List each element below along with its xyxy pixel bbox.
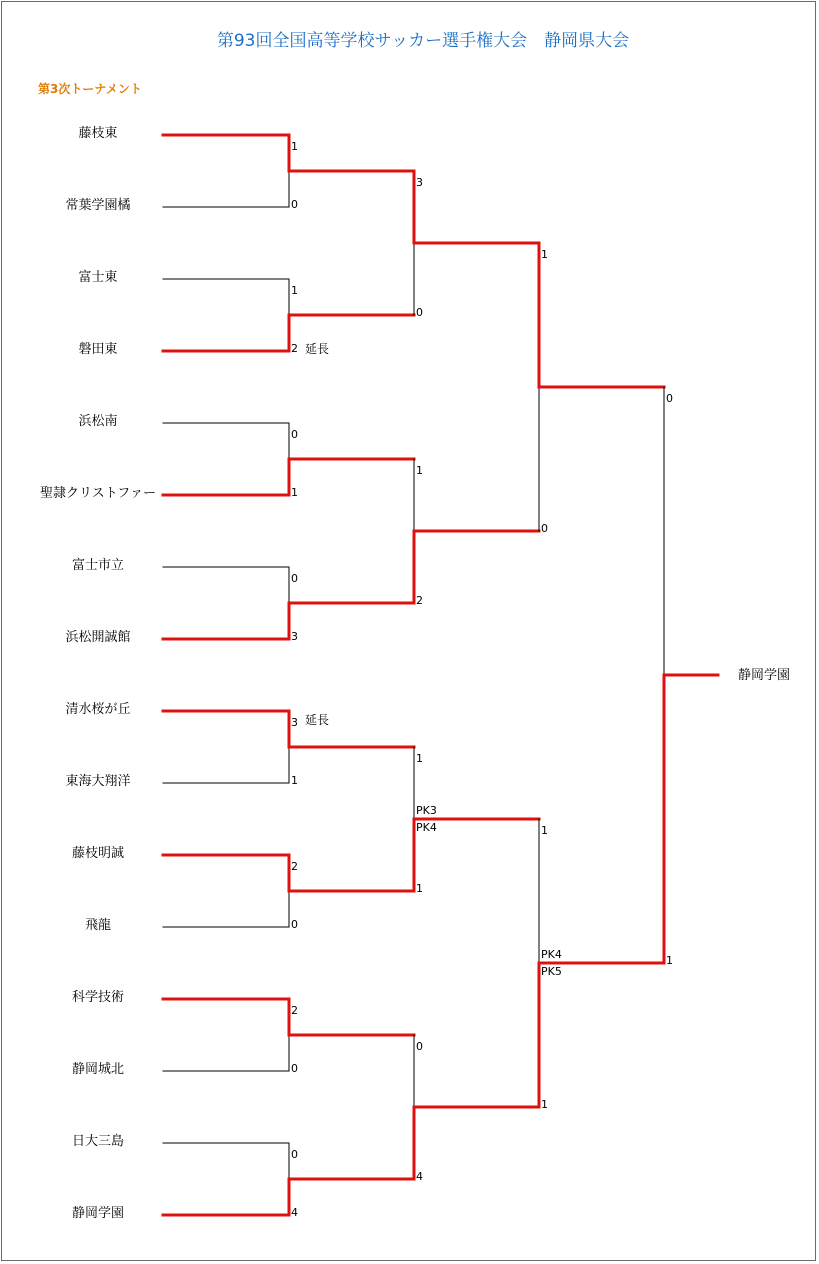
team-name: 聖隷クリストファー <box>39 486 157 501</box>
team-name: 藤枝明誠 <box>71 846 124 861</box>
team-name: 常葉学園橘 <box>65 198 131 213</box>
score-label: 1 <box>416 464 423 477</box>
score-label: 0 <box>291 428 298 441</box>
score-label: 0 <box>291 1062 298 1075</box>
pk-score-label: PK4 <box>541 948 562 961</box>
team-name: 浜松南 <box>78 414 118 429</box>
score-label: 0 <box>291 572 298 585</box>
score-label: 3 <box>291 716 298 729</box>
score-label: 1 <box>291 486 298 499</box>
score-label: 1 <box>541 1098 548 1111</box>
score-label: 2 <box>291 860 298 873</box>
score-label: 2 <box>291 1004 298 1017</box>
score-label: 2 <box>416 594 423 607</box>
extra-time-note: 延長 <box>305 342 330 356</box>
score-label: 0 <box>291 198 298 211</box>
score-label: 1 <box>291 140 298 153</box>
team-name: 磐田東 <box>78 342 118 357</box>
score-label: 1 <box>416 882 423 895</box>
pk-score-label: PK4 <box>416 821 437 834</box>
score-label: 3 <box>291 630 298 643</box>
team-name: 東海大翔洋 <box>65 774 131 789</box>
team-name: 富士市立 <box>71 558 124 573</box>
score-label: 0 <box>666 392 673 405</box>
tournament-stage-label: 第3次トーナメント <box>38 82 142 96</box>
score-label: 1 <box>541 824 548 837</box>
extra-time-note: 延長 <box>305 713 330 727</box>
champion-name: 静岡学園 <box>738 668 791 683</box>
pk-score-label: PK5 <box>541 965 562 978</box>
score-label: 1 <box>666 954 673 967</box>
score-label: 3 <box>416 176 423 189</box>
page-title: 第93回全国高等学校サッカー選手権大会 静岡県大会 <box>216 31 630 51</box>
team-name: 静岡学園 <box>71 1206 124 1221</box>
team-name: 藤枝東 <box>78 126 118 141</box>
score-label: 4 <box>416 1170 423 1183</box>
team-name: 浜松開誠館 <box>65 630 131 645</box>
score-label: 1 <box>291 774 298 787</box>
score-label: 0 <box>416 1040 423 1053</box>
team-name: 科学技術 <box>71 990 124 1005</box>
pk-score-label: PK3 <box>416 804 437 817</box>
team-name: 飛龍 <box>84 918 111 933</box>
score-label: 1 <box>541 248 548 261</box>
score-label: 0 <box>291 918 298 931</box>
score-label: 1 <box>416 752 423 765</box>
score-label: 4 <box>291 1206 298 1219</box>
team-name: 静岡城北 <box>71 1062 124 1077</box>
score-label: 0 <box>541 522 548 535</box>
team-name: 日大三島 <box>71 1134 124 1149</box>
score-label: 0 <box>416 306 423 319</box>
team-name: 清水桜が丘 <box>65 702 131 717</box>
team-name: 富士東 <box>78 270 118 285</box>
score-label: 2 <box>291 342 298 355</box>
score-label: 0 <box>291 1148 298 1161</box>
score-label: 1 <box>291 284 298 297</box>
